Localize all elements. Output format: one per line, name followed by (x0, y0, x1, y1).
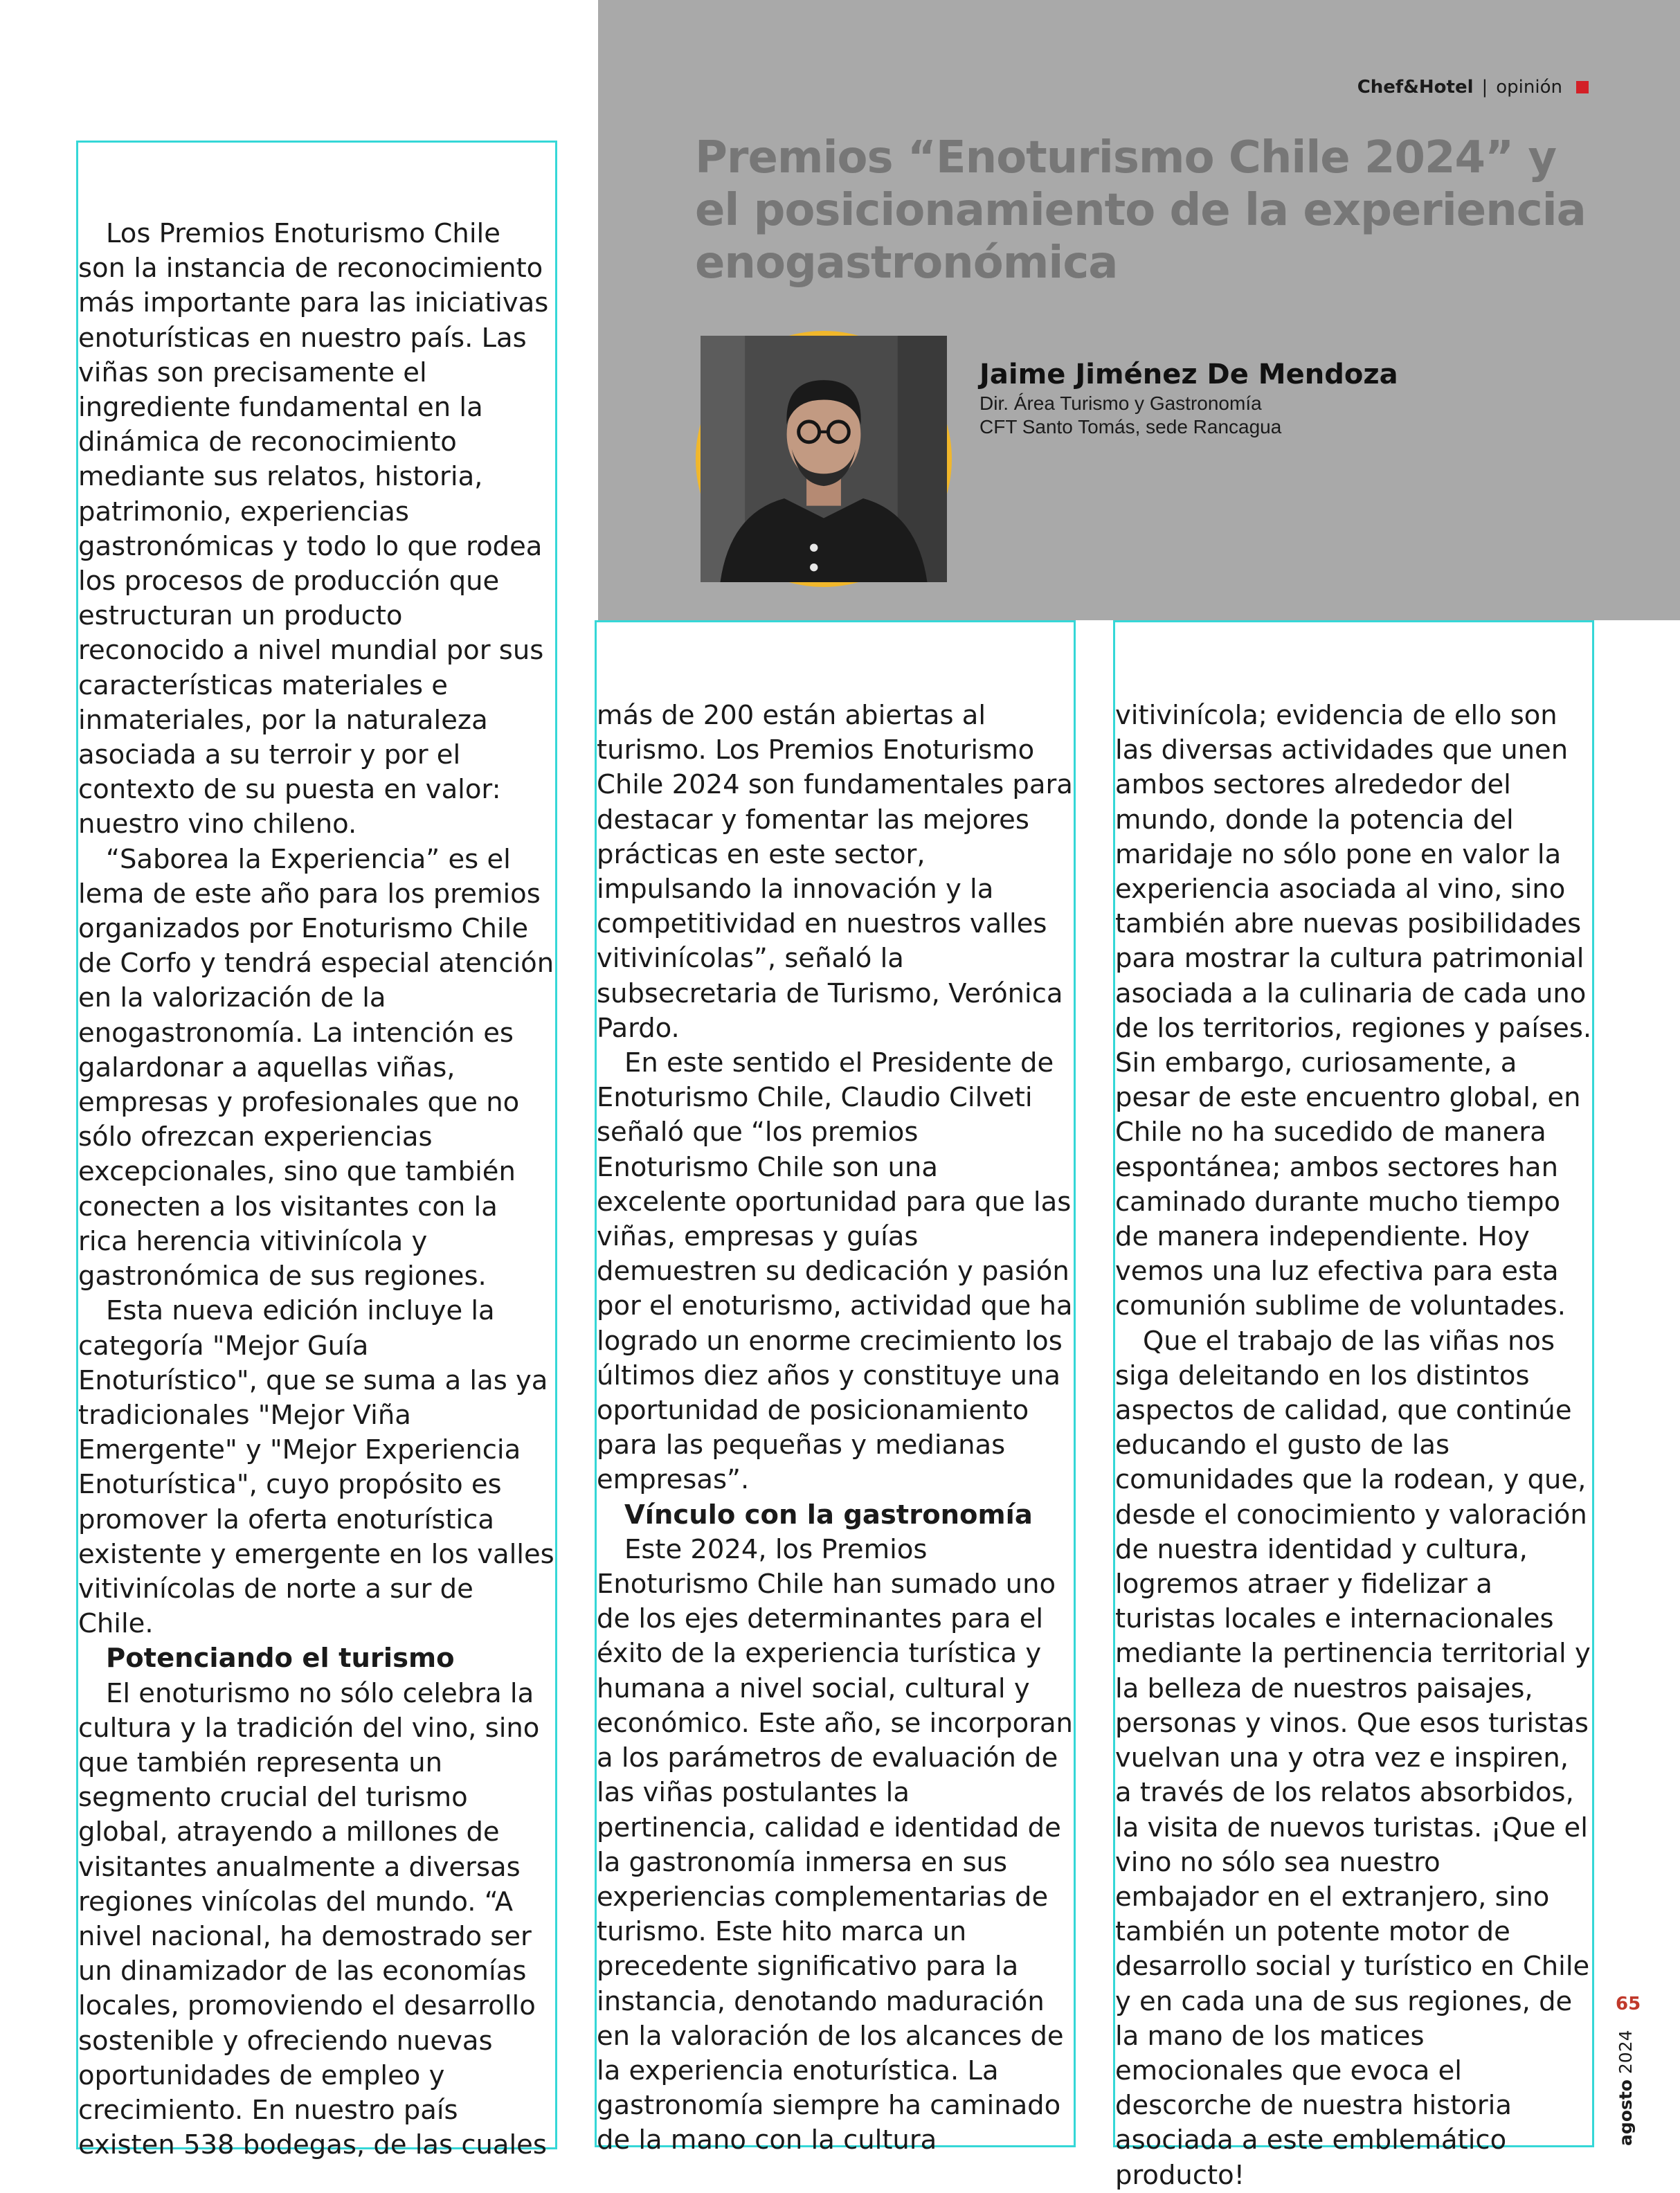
paragraph: Este 2024, los Premios Enoturismo Chile han sumado uno de los ejes determinantes para el éxito de la experiencia turística y humana a nivel social, cultural y económico. Este año, se incorporan a los parámetros de evaluación de las viñas postulantes la pertinencia, calidad e identidad de la gastronomía inmersa en sus experiencias complementarias de turismo. Este hito marca un precedente significativo para la instancia, denotando maduración en la valoración de los alcances de la experiencia enoturística. La gastronomía siempre ha caminado de la mano con la cultura (597, 1533, 1073, 2156)
paragraph: “Saborea la Experiencia” es el lema de este año para los premios organizados por Enoturismo Chile de Corfo y tendrá especial atención en la valorización de la enogastronomía. La intención es galardonar a aquellas viñas, empresas y profesionales que no sólo ofrezcan experiencias excepcionales, sino que también conecten a los visitantes con la rica herencia vitivinícola y gastronómica de sus regiones. (78, 843, 554, 1292)
paragraph: Que el trabajo de las viñas nos siga deleitando en los distintos aspectos de calidad, que continúe educando el gusto de las comunidades que la rodean, y que, desde el conocimiento y valoración de nuestra identidad y cultura, logremos atraer y fidelizar a turistas locales e internacionales mediante la pertinencia territorial y la belleza de nuestros paisajes, personas y vinos. Que esos turistas vuelvan una y otra vez e inspiren, a través de los relatos absorbidos, la visita de nuevos turistas. ¡Que el vino no sólo sea nuestro embajador en el extranjero, sino también un potente motor de desarrollo social y turístico en Chile y en cada una de sus regiones, de la mano de los matices emocionales que evoca el descorche de nuestra historia asociada a este emblemático producto! (1115, 1325, 1591, 2191)
section-name: opinión (1496, 77, 1562, 98)
author-role (979, 392, 1281, 439)
issue-month: agosto (1616, 2079, 1636, 2146)
paragraph: Esta nueva edición incluye la categoría "Mejor Guía Enoturístico", que se suma a las ya tradicionales "Mejor Viña Emergente" y "Mejor Experiencia Enoturística", cuyo propósito es promover la oferta enoturística existente y emergente en los valles vitivinícolas de norte a sur de Chile. (78, 1295, 554, 1640)
issue-folio (1616, 2030, 1636, 2146)
author-role-line-1: Dir. Área Turismo y Gastronomía (979, 392, 1262, 414)
issue-year: 2024 (1616, 2030, 1636, 2075)
page-number: 65 (1616, 1994, 1641, 2014)
author-name: Jaime Jiménez De Mendoza (979, 359, 1398, 390)
text-column-3 (1113, 620, 1594, 2191)
paragraph: El enoturismo no sólo celebra la cultura y la tradición del vino, sino que también representa un segmento crucial del turismo global, atrayendo a millones de visitantes anualmente a diversas regiones vinícolas del mundo. “A nivel nacional, ha demostrado ser un dinamizador de las economías locales, promoviendo el desarrollo sostenible y ofreciendo nuevas oportunidades de empleo y crecimiento. En nuestro país existen 538 bodegas, de las cuales (78, 1677, 547, 2161)
text-column-1 (76, 141, 557, 2161)
tag-separator: | (1481, 77, 1488, 98)
article-title: Premios “Enoturismo Chile 2024” y el posicionamiento de la experiencia enogastronómica (695, 132, 1586, 289)
paragraph: más de 200 están abiertas al turismo. Los Premios Enoturismo Chile 2024 son fundamentales para destacar y fomentar las mejores prácticas en este sector, impulsando la innovación y la competitividad en nuestros valles vitivinícolas”, señaló la subsecretaria de Turismo, Verónica Pardo. (597, 700, 1073, 1044)
author-role-line-2: CFT Santo Tomás, sede Rancagua (979, 416, 1282, 437)
author-photo-icon (701, 336, 947, 582)
magazine-brand: Chef&Hotel (1357, 77, 1474, 98)
paragraph: Los Premios Enoturismo Chile son la instancia de reconocimiento más importante para las iniciativas enoturísticas en nuestro país. Las viñas son precisamente el ingrediente fundamental en la dinámica de reconocimiento mediante sus relatos, historia, patrimonio, experiencias gastronómicas y todo lo que rodea los procesos de producción que estructuran un producto reconocido a nivel mundial por sus características materiales e inmateriales, por la naturaleza asociada a su terroir y por el contexto de su puesta en valor: nuestro vino chileno. (78, 218, 549, 840)
paragraph: En este sentido el Presidente de Enoturismo Chile, Claudio Cilveti señaló que “los premios Enoturismo Chile son una excelente oportunidad para que las viñas, empresas y guías demuestren su dedicación y pasión por el enoturismo, actividad que ha logrado un enorme crecimiento los últimos diez años y constituye una oportunidad de posicionamiento para las pequeñas y medianas empresas”. (597, 1047, 1073, 1496)
paragraph: vitivinícola; evidencia de ello son las diversas actividades que unen ambos sectores alrededor del mundo, donde la potencia del maridaje no sólo pone en valor la experiencia asociada al vino, sino también abre nuevas posibilidades para mostrar la cultura patrimonial asociada a la culinaria de cada uno de los territorios, regiones y países. Sin embargo, curiosamente, a pesar de este encuentro global, en Chile no ha sucedido de manera espontánea; ambos sectores han caminado durante mucho tiempo de manera independiente. Hoy vemos una luz efectiva para esta comunión sublime de voluntades. (1115, 700, 1592, 1322)
text-column-2 (595, 620, 1076, 2156)
red-square-icon (1576, 81, 1589, 93)
author-portrait (696, 331, 952, 587)
subheading: Vínculo con la gastronomía (624, 1499, 1033, 1531)
section-tag (1357, 77, 1589, 98)
subheading: Potenciando el turismo (106, 1643, 455, 1675)
